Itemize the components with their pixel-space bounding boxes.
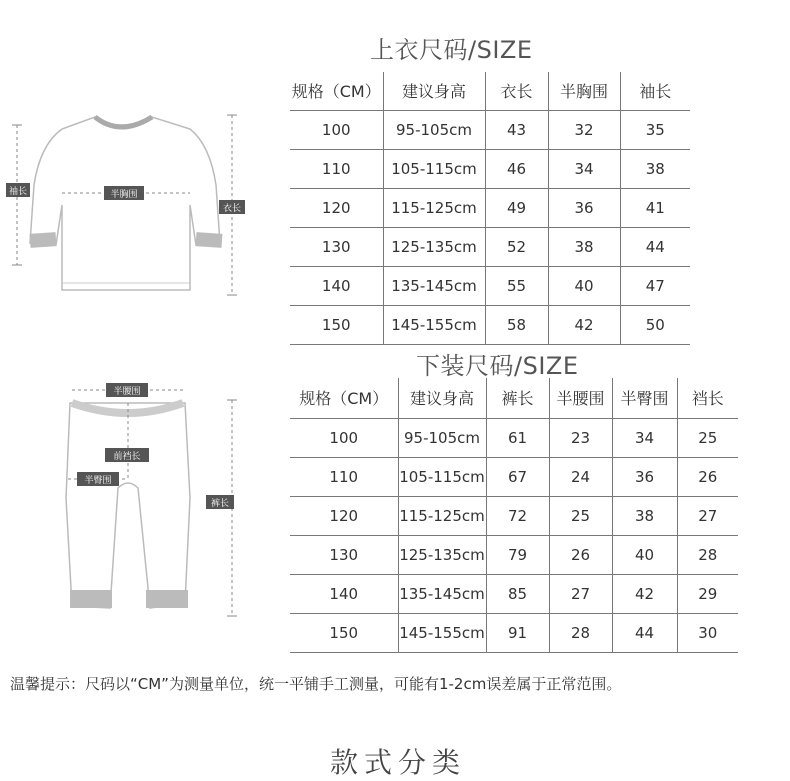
table-cell: 55: [485, 266, 548, 305]
header-cell: 裤长: [486, 378, 549, 418]
table-cell: 140: [321, 276, 351, 295]
next-section-title: 款式分类: [330, 746, 467, 779]
table-cell: 52: [485, 227, 548, 266]
table-cell: 100: [329, 428, 359, 447]
table-cell: 115-125cm: [398, 496, 486, 535]
table-cell: 125-135cm: [383, 227, 485, 266]
table-cell: 79: [486, 535, 549, 574]
shirt-diagram: [0, 105, 260, 305]
table-cell: 130: [321, 237, 351, 256]
header-cell: 建议身高: [398, 378, 486, 418]
top-size-table: [290, 72, 690, 345]
table-cell: 85: [486, 574, 549, 613]
table-cell: 67: [486, 457, 549, 496]
header-cell: 半胸围: [548, 72, 620, 110]
table-cell: 38: [620, 149, 690, 188]
table-cell: 150: [321, 315, 351, 334]
hip-label: 半臀围: [84, 476, 112, 486]
table-cell: 25: [677, 418, 738, 457]
table-cell: 91: [486, 613, 549, 652]
table-cell: 44: [612, 613, 677, 652]
bottom-size-table: [290, 378, 738, 653]
table-cell: 29: [677, 574, 738, 613]
table-cell: 110: [321, 159, 351, 178]
table-row: [290, 149, 690, 188]
table-row: [290, 613, 738, 652]
table-cell: 38: [612, 496, 677, 535]
table-cell: 26: [549, 535, 612, 574]
pants-diagram: [0, 378, 260, 638]
table-cell: 135-145cm: [383, 266, 485, 305]
table-cell: 43: [485, 110, 548, 149]
table-row: [290, 188, 690, 227]
table-cell: 36: [548, 188, 620, 227]
top-size-title: 上衣尺码/SIZE: [370, 36, 533, 64]
table-row: [290, 305, 690, 344]
table-cell: 47: [620, 266, 690, 305]
table-cell: 105-115cm: [383, 149, 485, 188]
table-cell: 110: [329, 467, 359, 486]
header-cell: 建议身高: [383, 72, 485, 110]
sleeve-label: 袖长: [8, 187, 28, 197]
table-cell: 25: [549, 496, 612, 535]
table-row: [290, 535, 738, 574]
table-cell: 44: [620, 227, 690, 266]
table-cell: 26: [677, 457, 738, 496]
table-cell: 32: [548, 110, 620, 149]
table-cell: 130: [329, 545, 359, 564]
table-header-row: [290, 72, 690, 110]
table-row: [290, 496, 738, 535]
table-cell: 42: [548, 305, 620, 344]
waist-label: 半腰围: [113, 387, 141, 397]
table-cell: 40: [612, 535, 677, 574]
table-cell: 28: [549, 613, 612, 652]
front-rise-label: 前裆长: [113, 452, 141, 462]
pants-length-label: 裤长: [210, 499, 230, 509]
table-cell: 27: [549, 574, 612, 613]
table-cell: 140: [329, 584, 359, 603]
table-cell: 35: [620, 110, 690, 149]
table-row: [290, 457, 738, 496]
table-cell: 125-135cm: [398, 535, 486, 574]
header-cell: 半腰围: [549, 378, 612, 418]
chest-label: 半胸围: [110, 190, 138, 200]
table-cell: 49: [485, 188, 548, 227]
table-cell: 50: [620, 305, 690, 344]
table-cell: 115-125cm: [383, 188, 485, 227]
header-cell: 袖长: [620, 72, 690, 110]
measurement-tip: 温馨提示：尺码以“CM”为测量单位，统一平铺手工测量，可能有1-2cm误差属于正常范围。: [10, 675, 622, 693]
table-cell: 95-105cm: [383, 110, 485, 149]
table-cell: 41: [620, 188, 690, 227]
bottom-size-title: 下装尺码/SIZE: [416, 352, 579, 380]
table-cell: 58: [485, 305, 548, 344]
table-row: [290, 227, 690, 266]
table-cell: 145-155cm: [398, 613, 486, 652]
table-cell: 95-105cm: [398, 418, 486, 457]
table-cell: 120: [329, 506, 359, 525]
table-cell: 36: [612, 457, 677, 496]
table-cell: 120: [321, 198, 351, 217]
header-cell: 衣长: [485, 72, 548, 110]
header-cell: 半臀围: [612, 378, 677, 418]
table-cell: 34: [612, 418, 677, 457]
table-cell: 23: [549, 418, 612, 457]
table-cell: 34: [548, 149, 620, 188]
table-row: [290, 574, 738, 613]
table-cell: 24: [549, 457, 612, 496]
table-cell: 105-115cm: [398, 457, 486, 496]
table-cell: 38: [548, 227, 620, 266]
table-cell: 46: [485, 149, 548, 188]
table-cell: 42: [612, 574, 677, 613]
header-cell: 裆长: [677, 378, 738, 418]
table-cell: 72: [486, 496, 549, 535]
header-cell: 规格（CM）: [291, 82, 381, 102]
length-label: 衣长: [222, 204, 242, 214]
table-cell: 28: [677, 535, 738, 574]
table-cell: 30: [677, 613, 738, 652]
table-cell: 135-145cm: [398, 574, 486, 613]
table-cell: 100: [321, 120, 351, 139]
table-cell: 40: [548, 266, 620, 305]
table-row: [290, 110, 690, 149]
table-cell: 61: [486, 418, 549, 457]
table-cell: 27: [677, 496, 738, 535]
header-cell: 规格（CM）: [299, 389, 389, 409]
table-header-row: [290, 378, 738, 418]
table-row: [290, 418, 738, 457]
table-row: [290, 266, 690, 305]
table-cell: 145-155cm: [383, 305, 485, 344]
table-cell: 150: [329, 623, 359, 642]
